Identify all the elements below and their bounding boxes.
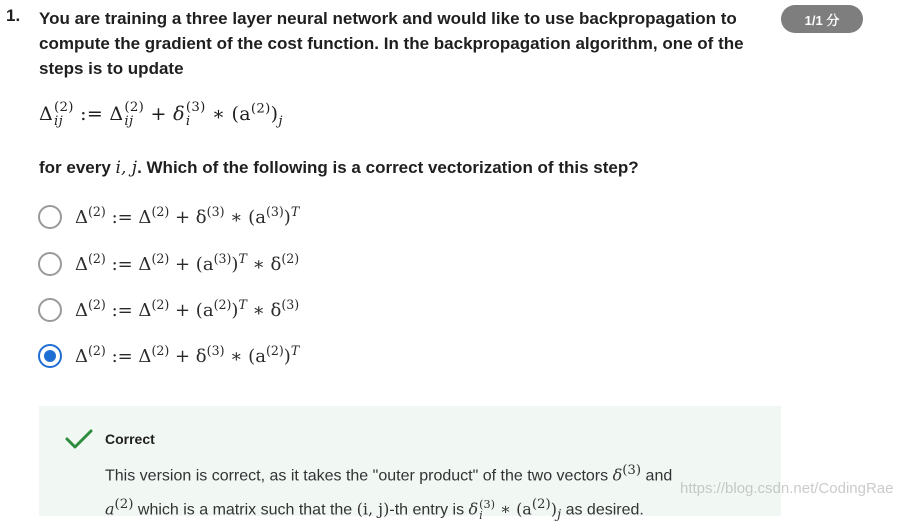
feedback-panel (39, 406, 781, 523)
radio-button[interactable] (38, 252, 62, 276)
prompt-variables: i, j (115, 158, 138, 178)
question-text: You are training a three layer neural network and would like to use backpropagation to compute the gradient of the cost function. In the backpropagation algorithm, one of the steps is to update (39, 9, 744, 78)
radio-button-selected[interactable] (38, 344, 62, 368)
option-formula: $\Delta^{(2)}$ := $\Delta^{(2)} + (a^{(2)})^T$ ∗ $\delta^{(3)}$ (75, 296, 300, 321)
radio-button[interactable] (38, 298, 62, 322)
option-3[interactable] (38, 295, 299, 325)
option-4-selected[interactable] (38, 341, 299, 371)
option-formula: $\Delta^{(2)}$ := $\Delta^{(2)} + \delta^{(3)}$ ∗ $(a^{(3)})^T$ (75, 203, 300, 228)
check-icon (65, 428, 93, 450)
option-1[interactable] (38, 202, 299, 232)
option-formula: $\Delta^{(2)}$ := $\Delta^{(2)} + \delta^{(3)}$ ∗ $(a^{(2)})^T$ (75, 342, 300, 367)
question-number: 1. (6, 6, 21, 25)
option-formula: $\Delta^{(2)}$ := $\Delta^{(2)} + (a^{(3)})^T$ ∗ $\delta^{(2)}$ (75, 250, 300, 275)
option-2[interactable] (38, 249, 299, 279)
question-prompt: for every i, j. Which of the following is a correct vectorization of this step? (39, 158, 639, 178)
score-badge: 1/1 分 (781, 5, 863, 33)
update-formula: Δ (2) ij := Δ (2) ij + δ (3) i ∗ $(a^{(2)})_j$ (39, 100, 283, 129)
watermark: https://blog.csdn.net/CodingRae (680, 480, 894, 497)
radio-button[interactable] (38, 205, 62, 229)
feedback-text: This version is correct, as it takes the "outer product" of the two vectors $\delta^{(3)}$ and $a^{(2)}$ which is a matrix such that the (i, j)-th entry is δ (3) i ∗ $(a^{(2)})_j$ as desired. (105, 463, 673, 523)
feedback-title: Correct (105, 431, 155, 447)
